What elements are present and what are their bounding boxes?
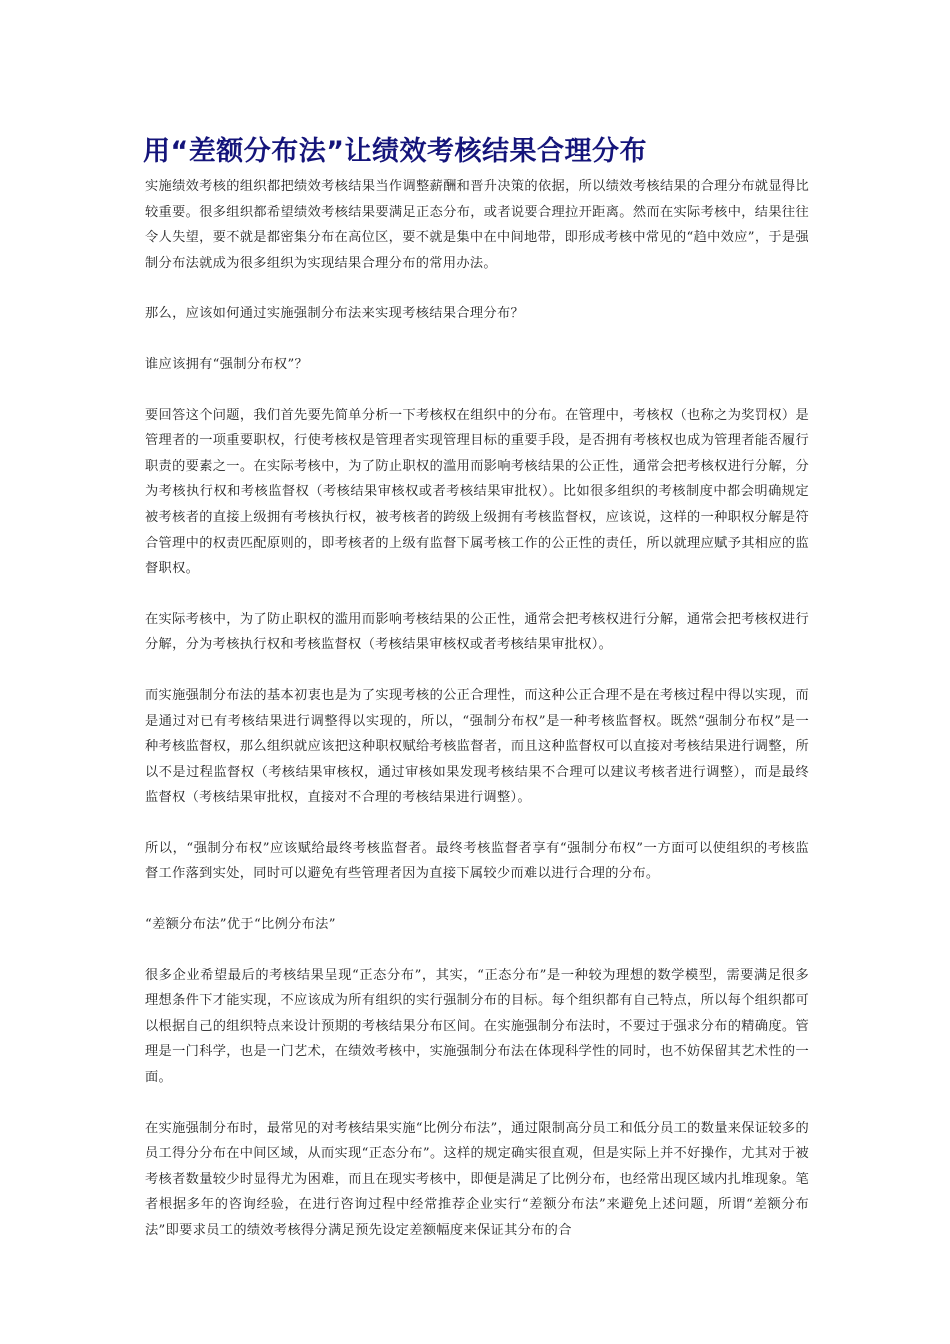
paragraph-final-supervisor: 所以，“强制分布权”应该赋给最终考核监督者。最终考核监督者享有“强制分布权”一方面可以使组织的考核监督工作落到实处，同时可以避免有些管理者因为直接下属较少而难以进行合理的分布。 [145,840,809,882]
paragraph-supervision-right: 而实施强制分布法的基本初衷也是为了实现考核的公正合理性，而这种公正合理不是在考核过程中得以实现，而是通过对已有考核结果进行调整得以实现的，所以，“强制分布权”是一种考核监督权。既然“强制分布权”是一种考核监督权，那么组织就应该把这种职权赋给考核监督者，而且这种监督权可以直接对考核结果进行调整，所以不是过程监督权（考核结果审核权，通过审核如果发现考核结果不合理可以建议考核者进行调整），而是最终监督权（考核结果审批权，直接对不合理的考核结果进行调整）。 [145,687,809,806]
section-heading-difference-method: “差额分布法”优于“比例分布法” [145,917,336,933]
paragraph-appraisal-right: 要回答这个问题，我们首先要先简单分析一下考核权在组织中的分布。在管理中，考核权（也称之为奖罚权）是管理者的一项重要职权，行使考核权是管理者实现管理目标的重要手段，是否拥有考核权也成为管理者能否履行职责的要素之一。在实际考核中，为了防止职权的滥用而影响考核结果的公正性，通常会把考核权进行分解，分为考核执行权和考核监督权（考核结果审核权或者考核结果审批权）。比如很多组织的考核制度中都会明确规定被考核者的直接上级拥有考核执行权，被考核者的跨级上级拥有考核监督权，应该说，这样的一种职权分解是符合管理中的权责匹配原则的，即考核者的上级有监督下属考核工作的公正性的责任，所以就理应赋予其相应的监督职权。 [145,407,809,577]
section-heading-distribution-right: 谁应该拥有“强制分布权”？ [145,356,309,372]
article-title: 用“差额分布法”让绩效考核结果合理分布 [143,136,647,167]
paragraph-normal-distribution: 很多企业希望最后的考核结果呈现“正态分布”，其实，“正态分布”是一种较为理想的数学模型，需要满足很多理想条件下才能实现，不应该成为所有组织的实行强制分布的目标。每个组织都有自己特点，所以每个组织都可以根据自己的组织特点来设计预期的考核结果分布区间。在实施强制分布法时，不要过于强求分布的精确度。管理是一门科学，也是一门艺术，在绩效考核中，实施强制分布法在体现科学性的同时，也不妨保留其艺术性的一面。 [145,967,809,1086]
document-page [145,132,809,1269]
paragraph-ratio-method: 在实施强制分布时，最常见的对考核结果实施“比例分布法”，通过限制高分员工和低分员工的数量来保证较多的员工得分分布在中间区域，从而实现“正态分布”。这样的规定确实很直观，但是实际上并不好操作，尤其对于被考核者数量较少时显得尤为困难，而且在现实考核中，即便是满足了比例分布，也经常出现区域内扎堆现象。笔者根据多年的咨询经验，在进行咨询过程中经常推荐企业实行“差额分布法”来避免上述问题，所谓“差额分布法”即要求员工的绩效考核得分满足预先设定差额幅度来保证其分布的合 [145,1120,809,1238]
paragraph-right-decomposition: 在实际考核中，为了防止职权的滥用而影响考核结果的公正性，通常会把考核权进行分解，通常会把考核权进行分解，分为考核执行权和考核监督权（考核结果审核权或者考核结果审批权）。 [145,611,809,653]
paragraph-question: 那么，应该如何通过实施强制分布法来实现考核结果合理分布？ [145,306,525,322]
paragraph-intro: 实施绩效考核的组织都把绩效考核结果当作调整薪酬和晋升决策的依据，所以绩效考核结果的合理分布就显得比较重要。很多组织都希望绩效考核结果要满足正态分布，或者说要合理拉开距离。然而在实际考核中，结果往往令人失望，要不就是都密集分布在高位区，要不就是集中在中间地带，即形成考核中常见的“趋中效应”，于是强制分布法就成为很多组织为实现结果合理分布的常用办法。 [145,179,809,271]
